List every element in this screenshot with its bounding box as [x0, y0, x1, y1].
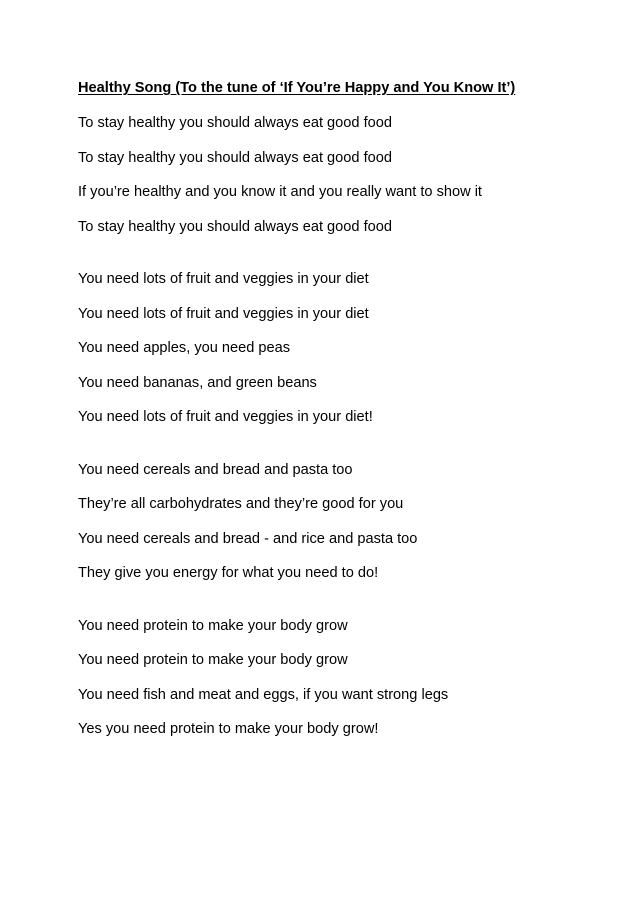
lyric-line: They’re all carbohydrates and they’re good for you	[78, 496, 404, 512]
lyric-line: Yes you need protein to make your body grow!	[78, 721, 379, 737]
stanza-2	[78, 270, 618, 426]
lyric-line: To stay healthy you should always eat good food	[78, 115, 392, 131]
lyric-line: You need lots of fruit and veggies in your diet	[78, 271, 369, 287]
lyric-line: You need cereals and bread and pasta too	[78, 461, 353, 478]
lyric-line: You need protein to make your body grow	[78, 617, 348, 634]
lyric-line: You need protein to make your body grow	[78, 652, 348, 668]
lyric-line: To stay healthy you should always eat good food	[78, 149, 392, 166]
lyric-line: To stay healthy you should always eat good food	[78, 218, 392, 235]
lyric-line: You need bananas, and green beans	[78, 374, 317, 391]
stanza-3	[78, 461, 618, 583]
lyric-line: You need fish and meat and eggs, if you want strong legs	[78, 686, 449, 703]
lyrics-body	[78, 114, 618, 773]
lyric-line: You need cereals and bread - and rice and pasta too	[78, 530, 418, 547]
song-title: Healthy Song (To the tune of ‘If You’re Happy and You Know It’)	[78, 80, 516, 96]
lyric-line: You need lots of fruit and veggies in your diet!	[78, 409, 373, 425]
lyric-line: If you’re healthy and you know it and you really want to show it	[78, 184, 482, 200]
stanza-1	[78, 114, 618, 236]
lyric-line: You need lots of fruit and veggies in your diet	[78, 305, 369, 322]
lyric-line: You need apples, you need peas	[78, 340, 291, 356]
stanza-4	[78, 617, 618, 739]
lyric-line: They give you energy for what you need to do!	[78, 565, 379, 581]
